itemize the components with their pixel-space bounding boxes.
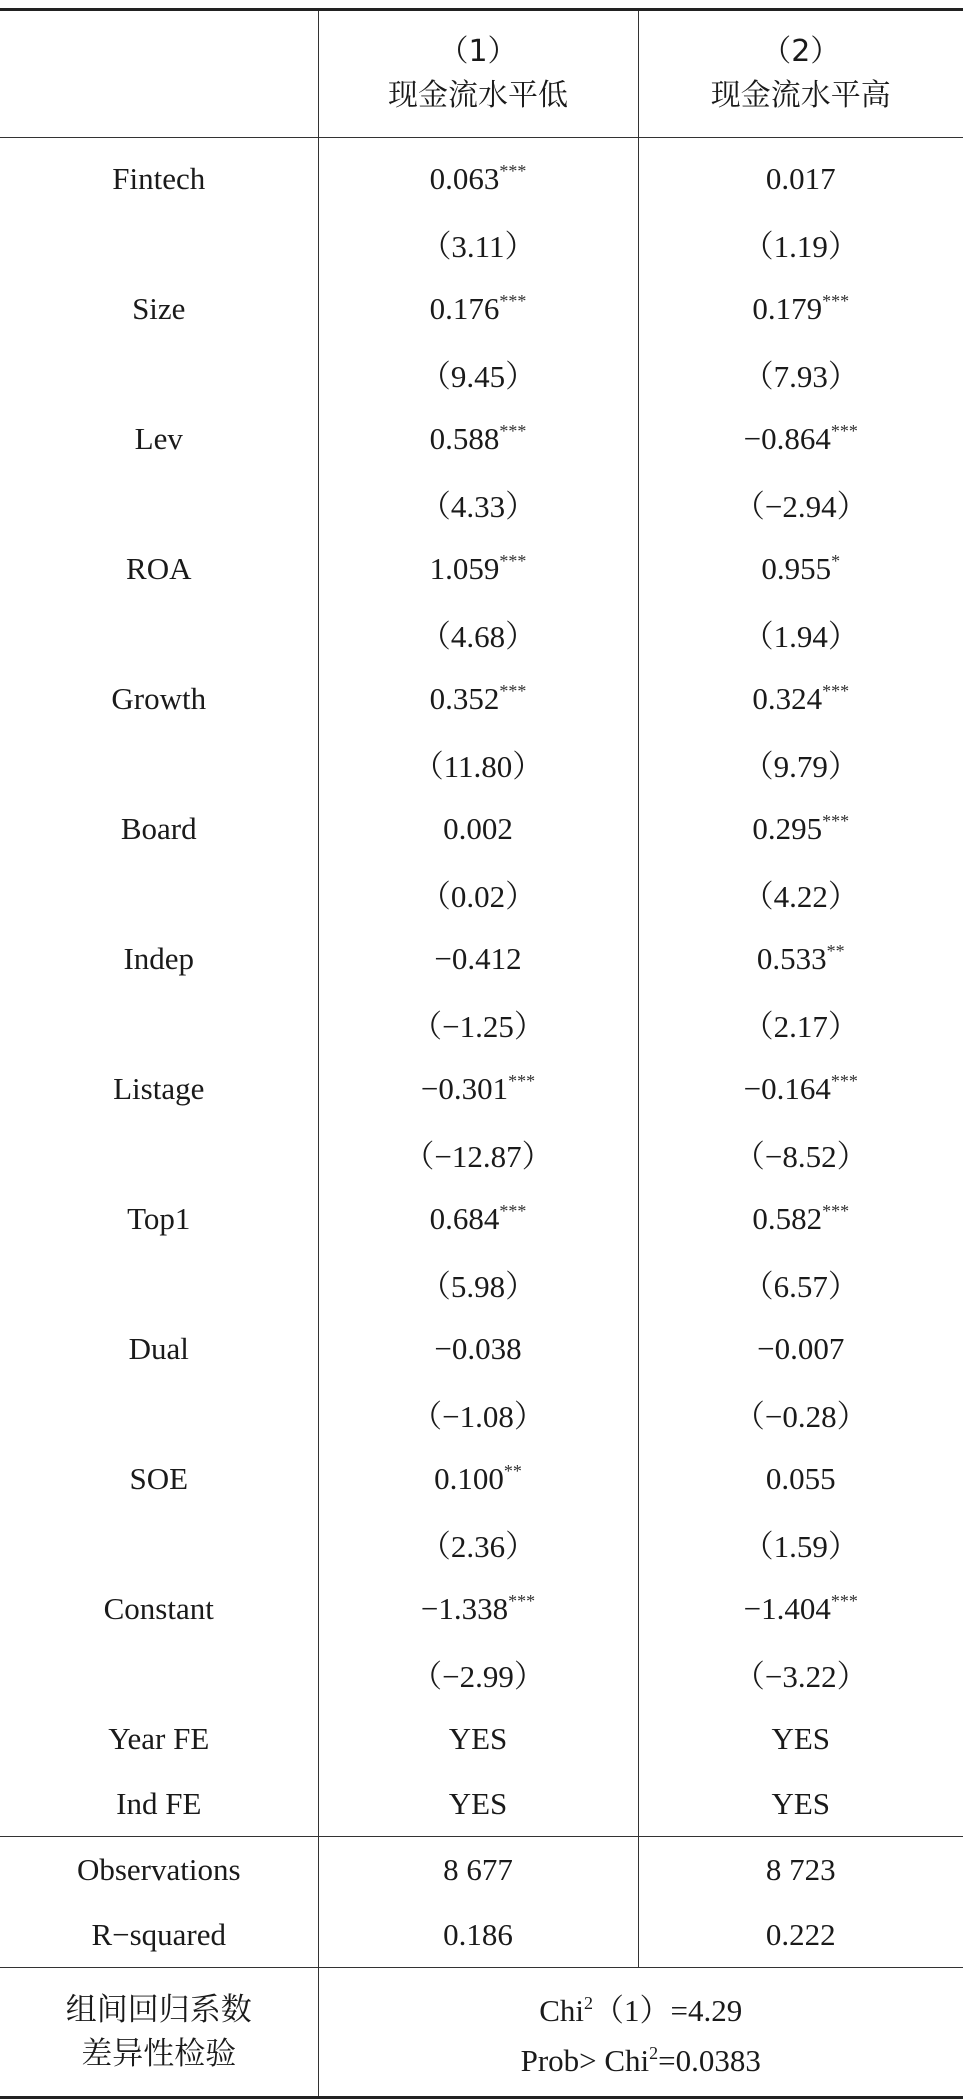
- coefficient-value: 0.684: [430, 1201, 500, 1236]
- coef-col1: [318, 1056, 638, 1121]
- coef-col1: [318, 1446, 638, 1511]
- tstat-col2: （7.93）: [638, 341, 963, 406]
- significance-stars: ***: [822, 681, 849, 701]
- fixed-effect-row: [0, 1771, 963, 1837]
- coefficient-value: −0.038: [434, 1331, 521, 1366]
- significance-stars: *: [831, 551, 840, 571]
- header-row: [0, 10, 963, 138]
- tstat-col2: （−3.22）: [638, 1641, 963, 1706]
- coefficient-value: 1.059: [430, 551, 500, 586]
- tstat-col1: （0.02）: [318, 861, 638, 926]
- stat-col1: 8 677: [318, 1837, 638, 1903]
- coef-col2: [638, 666, 963, 731]
- coefficient-value: 0.017: [766, 161, 836, 196]
- coefficient-value: −0.412: [434, 941, 521, 976]
- chi2-statistic: [319, 1982, 963, 2032]
- chi2-value: （1）=4.29: [593, 1993, 742, 2028]
- variable-name: Listage: [0, 1056, 318, 1121]
- coefficient-value: −0.301: [421, 1071, 508, 1106]
- tstat-row-size: [0, 341, 963, 406]
- tstat-col2: （1.59）: [638, 1511, 963, 1576]
- tstat-col2: （−8.52）: [638, 1121, 963, 1186]
- fe-col1: YES: [318, 1706, 638, 1771]
- coef-col2: [638, 1056, 963, 1121]
- significance-stars: ***: [508, 1071, 535, 1091]
- tstat-row-constant: [0, 1641, 963, 1706]
- tstat-blank: [0, 211, 318, 276]
- tstat-row-indep: [0, 991, 963, 1056]
- coef-col1: [318, 796, 638, 861]
- tstat-blank: [0, 601, 318, 666]
- tstat-col2: （2.17）: [638, 991, 963, 1056]
- coef-col2: [638, 1446, 963, 1511]
- tstat-row-dual: [0, 1381, 963, 1446]
- tstat-col1: （9.45）: [318, 341, 638, 406]
- fixed-effect-row: [0, 1706, 963, 1771]
- col1-title: 现金流水平低: [319, 74, 638, 118]
- coefficient-value: −0.164: [744, 1071, 831, 1106]
- tstat-col2: （1.94）: [638, 601, 963, 666]
- tstat-col1: （−2.99）: [318, 1641, 638, 1706]
- tstat-row-lev: [0, 471, 963, 536]
- coef-row-fintech: [0, 138, 963, 212]
- coef-col2: [638, 1576, 963, 1641]
- fe-col2: YES: [638, 1771, 963, 1837]
- tstat-blank: [0, 1641, 318, 1706]
- stat-row: [0, 1902, 963, 1968]
- chi2-pvalue: [319, 2032, 963, 2082]
- coef-row-size: [0, 276, 963, 341]
- difference-test-row: [0, 1968, 963, 2098]
- coef-col2: [638, 536, 963, 601]
- difference-test-result: [318, 1968, 963, 2098]
- significance-stars: ***: [499, 421, 526, 441]
- coef-col1: [318, 276, 638, 341]
- tstat-col1: （4.33）: [318, 471, 638, 536]
- coefficient-value: 0.179: [752, 291, 822, 326]
- tstat-blank: [0, 341, 318, 406]
- tstat-col1: （11.80）: [318, 731, 638, 796]
- stat-col2: 0.222: [638, 1902, 963, 1968]
- variable-name: Top1: [0, 1186, 318, 1251]
- variable-name: Dual: [0, 1316, 318, 1381]
- fe-col1: YES: [318, 1771, 638, 1837]
- variable-name: Constant: [0, 1576, 318, 1641]
- significance-stars: ***: [822, 1201, 849, 1221]
- significance-stars: ***: [831, 1071, 858, 1091]
- significance-stars: ***: [822, 811, 849, 831]
- tstat-blank: [0, 471, 318, 536]
- coefficient-value: 0.176: [430, 291, 500, 326]
- header-blank-cell: [0, 10, 318, 138]
- significance-stars: ***: [822, 291, 849, 311]
- coef-col2: [638, 406, 963, 471]
- tstat-col2: （1.19）: [638, 211, 963, 276]
- significance-stars: ***: [508, 1591, 535, 1611]
- coefficient-value: 0.002: [443, 811, 513, 846]
- significance-stars: ***: [499, 161, 526, 181]
- variable-name: Indep: [0, 926, 318, 991]
- coef-col1: [318, 1186, 638, 1251]
- coefficient-value: −0.864: [744, 421, 831, 456]
- variable-name: Board: [0, 796, 318, 861]
- tstat-col1: （−12.87）: [318, 1121, 638, 1186]
- tstat-col1: （2.36）: [318, 1511, 638, 1576]
- tstat-blank: [0, 1121, 318, 1186]
- coef-col1: [318, 926, 638, 991]
- coef-row-board: [0, 796, 963, 861]
- variable-name: ROA: [0, 536, 318, 601]
- test-label-line2: 差异性检验: [0, 2032, 318, 2076]
- tstat-col2: （−0.28）: [638, 1381, 963, 1446]
- coefficient-value: −1.338: [421, 1591, 508, 1626]
- coef-col1: [318, 138, 638, 212]
- variable-name: Fintech: [0, 138, 318, 212]
- variable-name: Year FE: [0, 1706, 318, 1771]
- coef-col2: [638, 138, 963, 212]
- coef-col1: [318, 536, 638, 601]
- regression-table: [0, 8, 963, 2099]
- prob-prefix: Prob> Chi: [521, 2043, 650, 2078]
- coefficient-value: 0.588: [430, 421, 500, 456]
- tstat-row-listage: [0, 1121, 963, 1186]
- coef-row-indep: [0, 926, 963, 991]
- coefficient-value: 0.533: [757, 941, 827, 976]
- tstat-col1: （4.68）: [318, 601, 638, 666]
- coef-col2: [638, 1186, 963, 1251]
- tstat-row-board: [0, 861, 963, 926]
- stat-col1: 0.186: [318, 1902, 638, 1968]
- variable-name: Observations: [0, 1837, 318, 1903]
- coef-row-soe: [0, 1446, 963, 1511]
- coef-row-growth: [0, 666, 963, 731]
- coef-col1: [318, 1316, 638, 1381]
- significance-stars: ***: [499, 291, 526, 311]
- tstat-col1: （−1.25）: [318, 991, 638, 1056]
- tstat-col2: （−2.94）: [638, 471, 963, 536]
- col2-title: 现金流水平高: [639, 74, 963, 118]
- coef-col1: [318, 666, 638, 731]
- col2-number: （2）: [639, 30, 963, 74]
- coefficient-value: 0.324: [752, 681, 822, 716]
- tstat-row-roa: [0, 601, 963, 666]
- chi2-superscript: 2: [584, 1993, 593, 2013]
- coef-col2: [638, 276, 963, 341]
- coefficient-value: 0.055: [766, 1461, 836, 1496]
- tstat-blank: [0, 861, 318, 926]
- header-col2: [638, 10, 963, 138]
- coefficient-value: 0.295: [752, 811, 822, 846]
- fe-col2: YES: [638, 1706, 963, 1771]
- coef-col2: [638, 926, 963, 991]
- coefficient-value: 0.063: [430, 161, 500, 196]
- col1-number: （1）: [319, 30, 638, 74]
- coefficient-value: 0.100: [434, 1461, 504, 1496]
- coef-col2: [638, 1316, 963, 1381]
- tstat-col2: （9.79）: [638, 731, 963, 796]
- significance-stars: ***: [499, 551, 526, 571]
- significance-stars: ***: [831, 1591, 858, 1611]
- coef-col1: [318, 406, 638, 471]
- significance-stars: **: [827, 941, 845, 961]
- tstat-col2: （4.22）: [638, 861, 963, 926]
- tstat-col1: （5.98）: [318, 1251, 638, 1316]
- prob-value: =0.0383: [658, 2043, 761, 2078]
- significance-stars: ***: [499, 1201, 526, 1221]
- tstat-row-growth: [0, 731, 963, 796]
- coef-row-listage: [0, 1056, 963, 1121]
- tstat-col2: （6.57）: [638, 1251, 963, 1316]
- header-col1: [318, 10, 638, 138]
- test-label-line1: 组间回归系数: [0, 1988, 318, 2032]
- coefficient-value: −0.007: [757, 1331, 844, 1366]
- variable-name: R−squared: [0, 1902, 318, 1968]
- significance-stars: ***: [831, 421, 858, 441]
- significance-stars: **: [504, 1461, 522, 1481]
- tstat-blank: [0, 1251, 318, 1316]
- variable-name: Growth: [0, 666, 318, 731]
- coef-row-top1: [0, 1186, 963, 1251]
- coefficient-value: 0.352: [430, 681, 500, 716]
- stat-row: [0, 1837, 963, 1903]
- chi2-prefix: Chi: [539, 1993, 584, 2028]
- tstat-blank: [0, 991, 318, 1056]
- coef-row-lev: [0, 406, 963, 471]
- significance-stars: ***: [499, 681, 526, 701]
- difference-test-label: [0, 1968, 318, 2098]
- tstat-blank: [0, 731, 318, 796]
- coefficient-value: 0.955: [761, 551, 831, 586]
- coef-col1: [318, 1576, 638, 1641]
- tstat-blank: [0, 1511, 318, 1576]
- tstat-blank: [0, 1381, 318, 1446]
- tstat-row-top1: [0, 1251, 963, 1316]
- coef-row-roa: [0, 536, 963, 601]
- stat-col2: 8 723: [638, 1837, 963, 1903]
- coef-col2: [638, 796, 963, 861]
- tstat-row-fintech: [0, 211, 963, 276]
- prob-superscript: 2: [649, 2043, 658, 2063]
- variable-name: Lev: [0, 406, 318, 471]
- variable-name: SOE: [0, 1446, 318, 1511]
- coefficient-value: −1.404: [744, 1591, 831, 1626]
- tstat-col1: （−1.08）: [318, 1381, 638, 1446]
- tstat-row-soe: [0, 1511, 963, 1576]
- coef-row-constant: [0, 1576, 963, 1641]
- tstat-col1: （3.11）: [318, 211, 638, 276]
- coefficient-value: 0.582: [752, 1201, 822, 1236]
- variable-name: Size: [0, 276, 318, 341]
- coef-row-dual: [0, 1316, 963, 1381]
- variable-name: Ind FE: [0, 1771, 318, 1837]
